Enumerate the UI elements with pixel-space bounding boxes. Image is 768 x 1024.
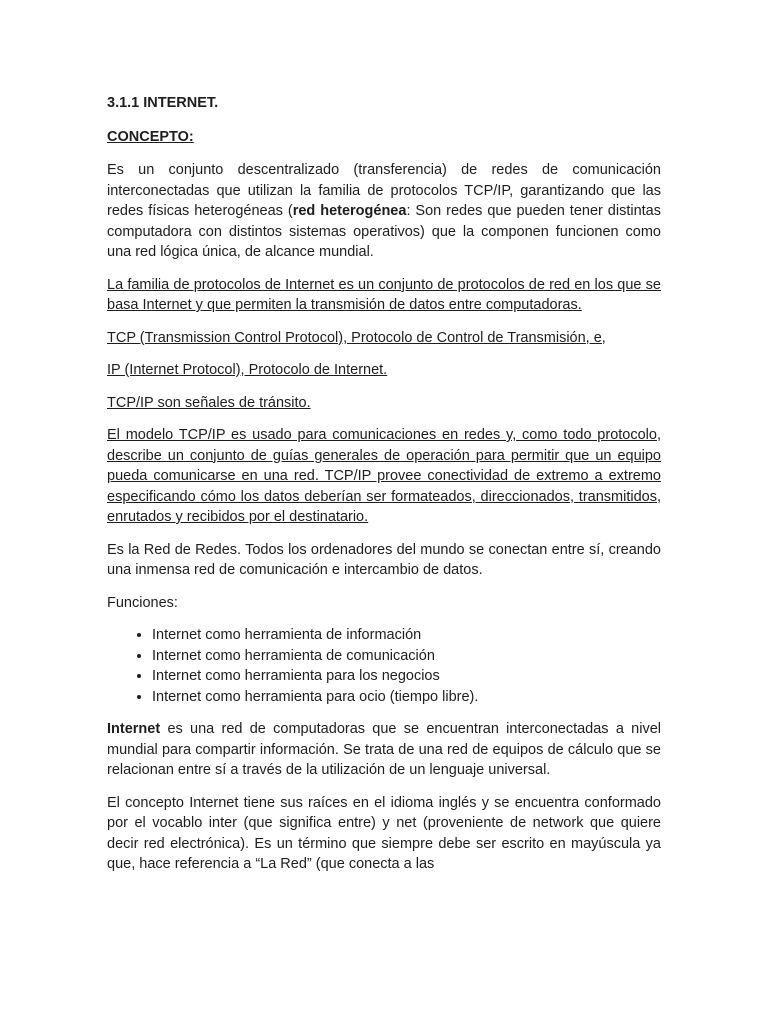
concept-label: CONCEPTO: <box>107 128 194 145</box>
paragraph-definition <box>107 160 661 263</box>
list-item: • Internet como herramienta para ocio (tiempo libre). <box>152 687 661 708</box>
internet-bold-term: Internet <box>107 721 161 737</box>
paragraph-tcpip-signals: TCP/IP son señales de tránsito. <box>107 394 311 411</box>
internet-network-text: es una red de computadoras que se encuentran interconectadas a nivel mundial para compartir información. Se trata de una red de equipos de cálculo que se relacionan entre sí a través de la utilización de un lenguaje universal. <box>107 721 661 778</box>
definition-bold-term: red heterogénea <box>292 203 407 219</box>
paragraph-tcp: TCP (Transmission Control Protocol), Protocolo de Control de Transmisión, e, <box>107 329 606 346</box>
paragraph-ip: IP (Internet Protocol), Protocolo de Internet. <box>107 362 388 378</box>
paragraph-internet-network <box>107 719 661 781</box>
paragraph-concept-origin: El concepto Internet tiene sus raíces en el idioma inglés y se encuentra conformado por el vocablo inter (que significa entre) y net (proveniente de network que quiere decir red electrónica). Es un término que siempre debe ser escrito en mayúscula ya que, hace referencia a “La Red” (que conecta a las <box>107 794 661 872</box>
definition-text-start: Es un conjunto descentralizado (transferencia) de redes de comunicación interconectadas que utilizan la familia de protocolos TCP/IP, garantizando que las redes físicas heterogéneas ( <box>107 162 661 219</box>
funciones-list <box>107 625 661 707</box>
section-heading: 3.1.1 INTERNET. <box>107 95 219 111</box>
paragraph-tcpip-model: El modelo TCP/IP es usado para comunicaciones en redes y, como todo protocolo, describe un conjunto de guías generales de operación para permitir que un equipo pueda comunicarse en una red. TCP/IP provee conectividad de extremo a extremo especificando cómo los datos deberían ser formateados, direccionados, transmitidos, enrutados y recibidos por el destinatario. <box>107 427 661 525</box>
list-item: • Internet como herramienta para los negocios <box>152 666 661 687</box>
paragraph-red-de-redes: Es la Red de Redes. Todos los ordenadores del mundo se conectan entre sí, creando una inmensa red de comunicación e intercambio de datos. <box>107 541 661 578</box>
list-item: • Internet como herramienta de comunicación <box>152 646 661 667</box>
funciones-label: Funciones: <box>107 594 178 611</box>
definition-text-end: : Son redes que pueden tener distintas computadora con distintos sistemas operativos) que la componen funcionen como una red lógica única, de alcance mundial. <box>107 203 661 260</box>
list-item: • Internet como herramienta de información <box>152 625 661 646</box>
paragraph-protocol-family: La familia de protocolos de Internet es un conjunto de protocolos de red en los que se basa Internet y que permiten la transmisión de datos entre computadoras. <box>107 276 661 313</box>
